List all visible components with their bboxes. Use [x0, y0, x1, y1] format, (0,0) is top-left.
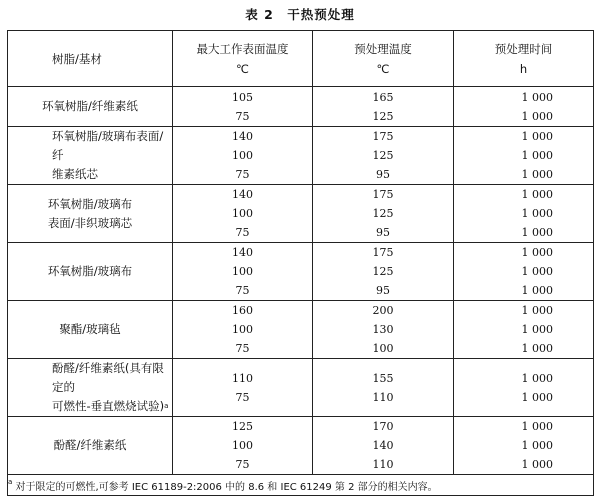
pre-time-value: 1 000: [521, 304, 553, 317]
pre-temp-value: 200: [372, 304, 394, 317]
pre-time-value-list: [454, 243, 593, 300]
pre-time-cell: [454, 87, 594, 127]
pre-time-cell: [454, 127, 594, 185]
table-row: [8, 185, 594, 243]
material-label-line: [8, 214, 172, 233]
pre-time-cell: [454, 301, 594, 359]
pre-temp-value-list: [313, 88, 453, 126]
max-temp-value: 100: [232, 265, 253, 278]
pre-time-value: 1 000: [521, 458, 553, 471]
pre-time-value: 1 000: [521, 226, 553, 239]
pre-temp-cell: [313, 359, 454, 417]
max-temp-value: 100: [232, 207, 253, 220]
max-temp-value: 75: [235, 226, 250, 239]
max-temp-value-list: [173, 369, 312, 407]
pre-temp-value-list: [313, 185, 453, 242]
table-row: [8, 301, 594, 359]
pre-time-value: 1 000: [521, 439, 553, 452]
table-row: [8, 127, 594, 185]
max-temp-value-list: [173, 243, 312, 300]
material-label-line: 环氧树脂/玻璃布表面/纤: [52, 129, 164, 162]
max-temp-value: 140: [232, 246, 253, 259]
max-temp-cell: [173, 301, 313, 359]
pre-time-value: 1 000: [521, 246, 553, 259]
table-header-row: [8, 31, 594, 87]
pre-time-value: 1 000: [521, 168, 553, 181]
pre-temp-value: 165: [372, 90, 394, 104]
max-temp-value-list: [173, 417, 312, 474]
header-pre-time: [454, 31, 594, 87]
material-cell: [8, 87, 173, 127]
max-temp-cell: [173, 359, 313, 417]
header-max-temp: [173, 31, 313, 87]
material-cell: [8, 301, 173, 359]
footnote-marker: a: [8, 477, 13, 486]
pre-temp-value: 110: [372, 458, 394, 471]
material-cell: [8, 417, 173, 475]
material-label: [8, 195, 172, 233]
material-label-text: 表面/非织玻璃芯: [47, 215, 133, 230]
pre-temp-cell: [313, 243, 454, 301]
pre-time-value: 1 000: [521, 207, 553, 220]
pre-temp-value: 155: [372, 371, 394, 385]
pre-temp-value: 125: [372, 207, 394, 220]
footnote-text: 对于限定的可燃性,可参考 IEC 61189-2:2006 中的 8.6 和 IEC 61249 第 2 部分的相关内容。: [15, 481, 438, 493]
pre-time-value: 1 000: [521, 109, 553, 123]
pre-temp-value-list: [313, 417, 453, 474]
pre-temp-value: 140: [372, 439, 394, 452]
pre-temp-cell: [313, 185, 454, 243]
pre-temp-value: 175: [372, 188, 394, 201]
material-label-line: 聚酯/玻璃毡: [59, 322, 121, 336]
material-label: [8, 436, 172, 455]
pre-temp-value: 95: [376, 284, 390, 297]
max-temp-value-list: [173, 301, 312, 358]
max-temp-cell: [173, 417, 313, 475]
header-pre-temp-unit: ℃: [376, 61, 390, 76]
header-max-temp-label: 最大工作表面温度: [196, 41, 289, 56]
pre-time-value: 1 000: [521, 323, 553, 336]
pre-time-value-list: [454, 185, 593, 242]
header-max-temp-unit: ℃: [236, 61, 249, 76]
pre-temp-value: 110: [372, 390, 394, 404]
max-temp-value-list: [173, 127, 312, 184]
pre-temp-value: 95: [376, 226, 390, 239]
pre-temp-value: 125: [372, 265, 394, 278]
pre-temp-value-list: [313, 127, 453, 184]
header-pre-temp: [313, 31, 454, 87]
max-temp-cell: [173, 127, 313, 185]
header-pre-time-unit: h: [519, 61, 528, 76]
pre-time-value-list: [454, 369, 593, 407]
table-row: [8, 417, 594, 475]
dry-heat-preconditioning-table: [7, 30, 594, 496]
material-label-text: 维素纸芯: [52, 167, 98, 181]
pre-time-value: 1 000: [521, 390, 553, 404]
material-label-line: 环氧树脂/玻璃布: [47, 196, 133, 211]
max-temp-cell: [173, 243, 313, 301]
max-temp-value: 75: [235, 168, 250, 181]
max-temp-value: 105: [232, 90, 253, 104]
pre-time-value: 1 000: [521, 420, 553, 433]
footnote-ref: a: [164, 402, 169, 410]
max-temp-value: 75: [235, 458, 250, 471]
pre-temp-value: 175: [372, 130, 394, 143]
footnote: [8, 475, 594, 496]
table-row: [8, 87, 594, 127]
pre-temp-value: 100: [372, 342, 394, 355]
material-label: [8, 320, 172, 339]
material-label-text: 可燃性-垂直燃烧试验): [52, 399, 165, 413]
material-label-line: [52, 397, 172, 416]
material-cell: [8, 185, 173, 243]
pre-temp-value-list: [313, 301, 453, 358]
footnote-row: [8, 475, 594, 496]
max-temp-cell: [173, 185, 313, 243]
max-temp-value: 110: [232, 371, 253, 385]
pre-time-cell: [454, 185, 594, 243]
material-label-line: 酚醛/纤维素纸(具有限定的: [52, 361, 164, 394]
pre-temp-value: 125: [372, 109, 394, 123]
pre-temp-value-list: [313, 243, 453, 300]
material-label: [8, 127, 172, 184]
pre-time-value: 1 000: [521, 265, 553, 278]
max-temp-value-list: [173, 185, 312, 242]
max-temp-value: 125: [232, 420, 253, 433]
max-temp-value: 75: [235, 109, 250, 123]
material-label-line: 酚醛/纤维素纸: [53, 438, 127, 452]
table-row: [8, 243, 594, 301]
pre-temp-value: 125: [372, 149, 394, 162]
pre-time-value: 1 000: [521, 188, 553, 201]
max-temp-value: 75: [235, 390, 250, 404]
pre-time-value-list: [454, 127, 593, 184]
pre-time-value: 1 000: [521, 90, 553, 104]
header-pre-time-label: 预处理时间: [494, 41, 553, 56]
pre-temp-value-list: [313, 369, 453, 407]
pre-time-cell: [454, 243, 594, 301]
pre-time-cell: [454, 417, 594, 475]
pre-time-value: 1 000: [521, 284, 553, 297]
pre-temp-value: 95: [376, 168, 390, 181]
table-caption: 表 2 干热预处理: [245, 7, 355, 22]
max-temp-value: 100: [232, 149, 253, 162]
material-cell: [8, 243, 173, 301]
pre-time-value-list: [454, 301, 593, 358]
max-temp-cell: [173, 87, 313, 127]
material-label: [8, 97, 172, 116]
pre-temp-cell: [313, 87, 454, 127]
table-body: [8, 87, 594, 475]
material-label-line: 环氧树脂/玻璃布: [47, 264, 133, 278]
material-label: [8, 262, 172, 281]
pre-time-value: 1 000: [521, 342, 553, 355]
pre-temp-cell: [313, 127, 454, 185]
header-pre-temp-label: 预处理温度: [354, 41, 412, 56]
max-temp-value: 100: [232, 439, 253, 452]
pre-time-cell: [454, 359, 594, 417]
max-temp-value: 140: [232, 188, 253, 201]
header-material: 树脂/基材: [8, 31, 173, 87]
pre-time-value: 1 000: [521, 149, 553, 162]
pre-temp-cell: [313, 417, 454, 475]
pre-time-value: 1 000: [521, 371, 553, 385]
pre-temp-value: 130: [372, 323, 394, 336]
pre-time-value-list: [454, 88, 593, 126]
material-cell: [8, 359, 173, 417]
max-temp-value-list: [173, 88, 312, 126]
material-cell: [8, 127, 173, 185]
pre-temp-value: 170: [372, 420, 394, 433]
max-temp-value: 160: [232, 304, 253, 317]
pre-time-value-list: [454, 417, 593, 474]
max-temp-value: 100: [232, 323, 253, 336]
pre-temp-cell: [313, 301, 454, 359]
pre-temp-value: 175: [372, 246, 394, 259]
max-temp-value: 140: [232, 130, 253, 143]
table-row: [8, 359, 594, 417]
material-label-line: [52, 165, 172, 184]
material-label-line: 环氧树脂/纤维素纸: [42, 99, 138, 113]
max-temp-value: 75: [235, 284, 250, 297]
max-temp-value: 75: [235, 342, 250, 355]
pre-time-value: 1 000: [521, 130, 553, 143]
material-label: [8, 359, 172, 416]
